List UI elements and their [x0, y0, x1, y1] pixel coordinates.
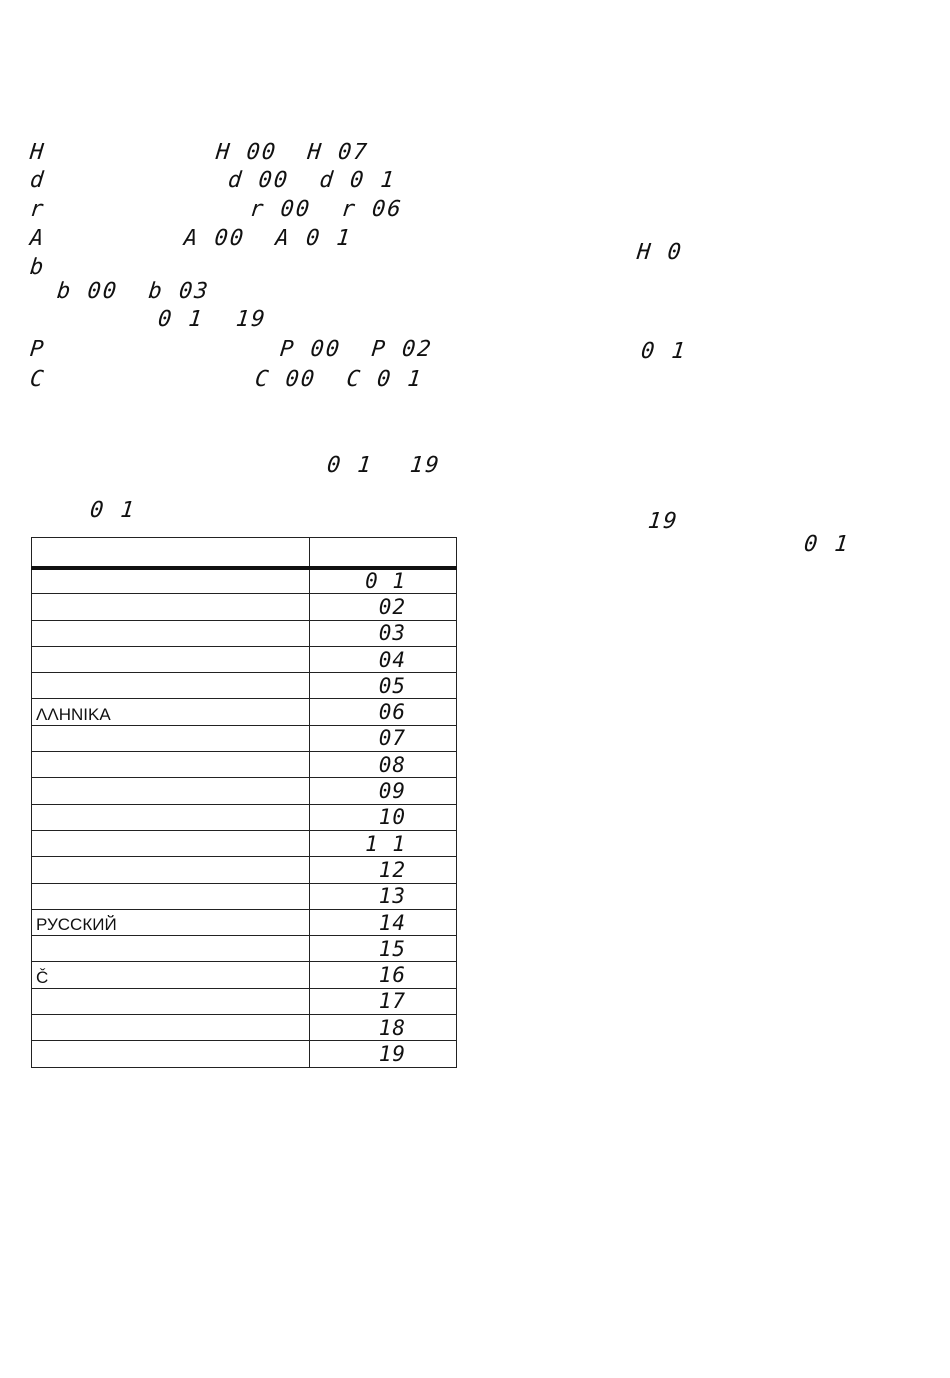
right-code-19: 19 [646, 509, 680, 534]
language-code-cell: 09 [310, 778, 457, 804]
language-code-cell: 13 [310, 883, 457, 909]
language-name-cell [32, 804, 310, 830]
language-name-cell [32, 857, 310, 883]
language-code-table [31, 537, 457, 1068]
language-name-cell [32, 725, 310, 751]
language-range-to: 19 [234, 307, 268, 332]
language-name-cell [32, 568, 310, 594]
language-name-cell [32, 883, 310, 909]
r-range: r 00 r 06 [248, 197, 404, 222]
language-range-from: 0 1 [156, 307, 206, 332]
d-range: d 00 d 0 1 [226, 168, 398, 193]
table-row [32, 936, 457, 962]
table-row [32, 778, 457, 804]
language-name-cell [32, 936, 310, 962]
language-code-cell: 02 [310, 594, 457, 620]
intro-range-to: 19 [408, 453, 442, 478]
language-name-cell [32, 1015, 310, 1041]
table-row [32, 673, 457, 699]
right-code-01-b: 0 1 [802, 532, 852, 557]
c-range: C 00 C 0 1 [253, 367, 425, 392]
language-code-cell: 12 [310, 857, 457, 883]
language-name-cell [32, 778, 310, 804]
default-code: 0 1 [88, 498, 138, 523]
table-row [32, 883, 457, 909]
p-range: P 00 P 02 [278, 337, 434, 362]
language-name-cell [32, 830, 310, 856]
table-row [32, 752, 457, 778]
language-code-cell: 17 [310, 988, 457, 1014]
language-name-cell [32, 752, 310, 778]
table-row [32, 962, 457, 988]
c-symbol: C [28, 367, 47, 392]
language-name-cell: РУССКИЙ [32, 909, 310, 935]
table-row [32, 568, 457, 594]
table-row [32, 699, 457, 725]
language-code-cell: 08 [310, 752, 457, 778]
b-symbol: b [28, 255, 47, 280]
intro-range-from: 0 1 [325, 453, 375, 478]
header-code [310, 538, 457, 568]
language-code-cell: 05 [310, 673, 457, 699]
table-row [32, 620, 457, 646]
language-code-cell: 0 1 [310, 568, 457, 594]
table-row [32, 909, 457, 935]
table-row [32, 830, 457, 856]
language-name-cell: ΛΛHNIKA [32, 699, 310, 725]
h-symbol: H [28, 140, 47, 165]
language-name-cell [32, 594, 310, 620]
language-name-cell [32, 620, 310, 646]
table-body [32, 568, 457, 1068]
language-name-cell [32, 988, 310, 1014]
language-name-cell [32, 673, 310, 699]
language-name-cell [32, 1041, 310, 1067]
table-row [32, 1015, 457, 1041]
table-row [32, 857, 457, 883]
language-code-cell: 14 [310, 909, 457, 935]
language-code-cell: 10 [310, 804, 457, 830]
language-code-cell: 03 [310, 620, 457, 646]
right-h-code: H 0 [635, 240, 685, 265]
p-symbol: P [28, 337, 47, 362]
table-row [32, 1041, 457, 1067]
language-code-cell: 19 [310, 1041, 457, 1067]
b-range: b 00 b 03 [55, 279, 211, 304]
h-range: H 00 H 07 [214, 140, 370, 165]
table-row [32, 646, 457, 672]
language-code-cell: 06 [310, 699, 457, 725]
language-name-cell: Č [32, 962, 310, 988]
language-code-cell: 15 [310, 936, 457, 962]
language-name-cell [32, 646, 310, 672]
table-row [32, 594, 457, 620]
right-code-01: 0 1 [639, 339, 689, 364]
table-row [32, 988, 457, 1014]
table-row [32, 725, 457, 751]
header-language [32, 538, 310, 568]
r-symbol: r [28, 197, 47, 222]
language-code-cell: 07 [310, 725, 457, 751]
language-code-cell: 16 [310, 962, 457, 988]
d-symbol: d [28, 168, 47, 193]
language-code-cell: 04 [310, 646, 457, 672]
language-code-cell: 18 [310, 1015, 457, 1041]
a-symbol: A [28, 226, 47, 251]
language-code-cell: 1 1 [310, 830, 457, 856]
table-header-row [32, 538, 457, 568]
table-row [32, 804, 457, 830]
a-range: A 00 A 0 1 [182, 226, 354, 251]
